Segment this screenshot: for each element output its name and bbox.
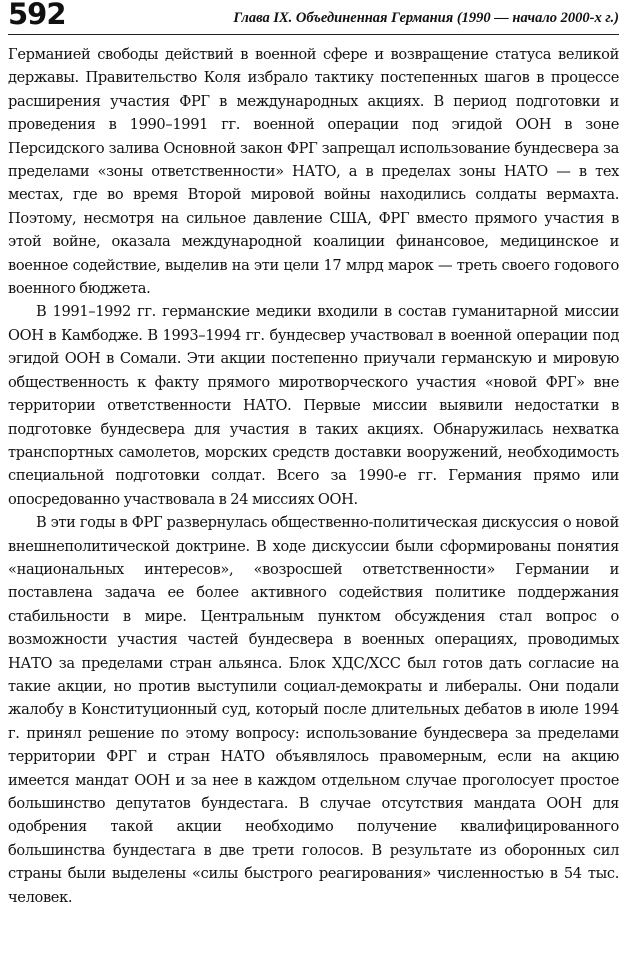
page-number: 592	[8, 0, 66, 31]
paragraph-2: В 1991–1992 гг. германские медики входили в состав гуманитарной миссии ООН в Камбодже. В 1993–1994 гг. бундесвер участвовал в военной операции под эгидой ООН в Сомали. Эти акции постепенно приучали германскую и мировую общественность к факту прямого миротворческого участия «новой ФРГ» вне территории ответственности НАТО. Первые миссии выявили недостатки в подготовке бундесвера для участия в таких акциях. Обнаружилась нехватка транспортных самолетов, морских средств доставки вооружений, необходимость специальной подготовки солдат. Всего за 1990-е гг. Германия прямо или опосредованно участвовала в 24 миссиях ООН.	[8, 303, 619, 508]
body-text	[8, 43, 619, 909]
paragraph-1: Германией свободы действий в военной сфере и возвращение статуса великой державы. Правительство Коля избрало тактику постепенных шагов в процессе расширения участия ФРГ в международных акциях. В период подготовки и проведения в 1990–1991 гг. военной операции под эгидой ООН в зоне Персидского залива Основной закон ФРГ запрещал использование бундесвера за пределами «зоны ответственности» НАТО, а в пределах зоны НАТО — в тех местах, где во время Второй мировой войны находились солдаты вермахта. Поэтому, несмотря на сильное давление США, ФРГ вместо прямого участия в этой войне, оказала международной коалиции финансовое, медицинское и военное содействие, выделив на эти цели 17 млрд марок — треть своего годового военного бюджета.	[8, 46, 619, 298]
page-header	[8, 0, 619, 35]
running-head: Глава IX. Объединенная Германия (1990 — начало 2000-х г.)	[233, 10, 619, 26]
paragraph-3: В эти годы в ФРГ развернулась общественно-политическая дискуссия о новой внешнеполитической доктрине. В ходе дискуссии были сформированы понятия «национальных интересов», «возросшей ответственности» Германии и поставлена задача ее более активного содействия политике поддержания стабильности в мире. Центральным пунктом обсуждения стал вопрос о возможности участия частей бундесвера в военных операциях, проводимых НАТО за пределами стран альянса. Блок ХДС/ХСС был готов дать согласие на такие акции, но против выступили социал-демократы и либералы. Они подали жалобу в Конституционный суд, который после длительных дебатов в июле 1994 г. принял решение по этому вопросу: использование бундесвера за пределами территории ФРГ и стран НАТО объявлялось правомерным, если на акцию имеется мандат ООН и за нее в каждом отдельном случае проголосует простое большинство депутатов бундестага. В случае отсутствия мандата ООН для одобрения такой акции необходимо получение квалифицированного большинства бундестага в две трети голосов. В результате из оборонных сил страны были выделены «силы быстрого реагирования» численностью в 54 тыс. человек.	[8, 514, 619, 906]
